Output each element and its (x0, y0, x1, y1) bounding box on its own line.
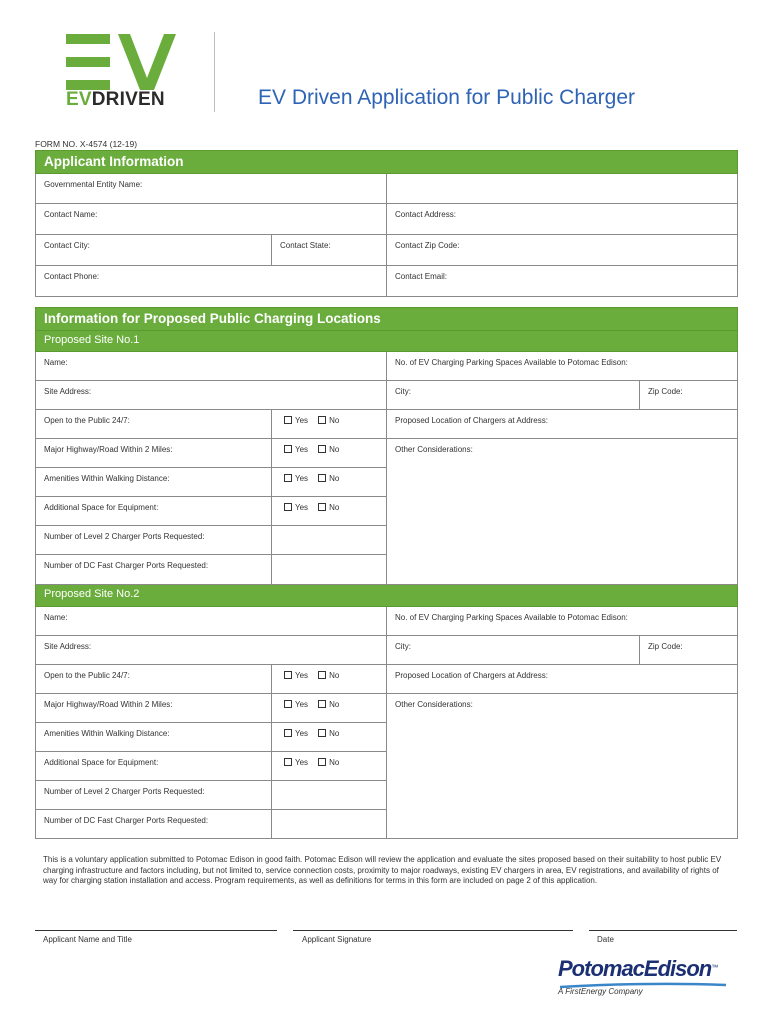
site1-amenities-label: Amenities Within Walking Distance: (36, 468, 272, 497)
site2-amenities-no-checkbox[interactable] (318, 729, 326, 737)
charging-locations-table (35, 307, 738, 839)
contact-email-field[interactable]: Contact Email: (387, 266, 738, 297)
site1-spaces-field[interactable]: No. of EV Charging Parking Spaces Available to Potomac Edison: (387, 352, 738, 381)
site2-spaces-field[interactable]: No. of EV Charging Parking Spaces Available to Potomac Edison: (387, 607, 738, 636)
site2-level2-field[interactable] (272, 781, 387, 810)
potomac-edison-logo (558, 956, 728, 996)
contact-phone-field[interactable]: Contact Phone: (36, 266, 387, 297)
site2-zip-field[interactable]: Zip Code: (640, 636, 738, 665)
date-line[interactable] (589, 930, 737, 931)
site1-space-yes-checkbox[interactable] (284, 503, 292, 511)
site1-space-options: Yes No (272, 497, 387, 526)
site1-open-yes-checkbox[interactable] (284, 416, 292, 424)
trademark-symbol: ™ (711, 964, 719, 972)
site2-city-field[interactable]: City: (387, 636, 640, 665)
ev-logo-mark (66, 34, 178, 92)
site1-highway-options: Yes No (272, 439, 387, 468)
locations-section-header: Information for Proposed Public Charging Locations (36, 308, 738, 331)
contact-state-field[interactable]: Contact State: (272, 235, 387, 266)
site2-highway-yes-checkbox[interactable] (284, 700, 292, 708)
site1-highway-no-checkbox[interactable] (318, 445, 326, 453)
site2-open-no-checkbox[interactable] (318, 671, 326, 679)
entity-name-field[interactable] (387, 174, 738, 204)
site2-amenities-options: Yes No (272, 723, 387, 752)
contact-city-field[interactable]: Contact City: (36, 235, 272, 266)
site2-dcfast-label: Number of DC Fast Charger Ports Requested: (36, 810, 272, 839)
site2-dcfast-field[interactable] (272, 810, 387, 839)
site1-level2-field[interactable] (272, 526, 387, 555)
entity-name-label: Governmental Entity Name: (36, 174, 387, 204)
site2-highway-no-checkbox[interactable] (318, 700, 326, 708)
site2-highway-label: Major Highway/Road Within 2 Miles: (36, 694, 272, 723)
site1-address-field[interactable]: Site Address: (36, 381, 387, 410)
applicant-signature-line[interactable] (293, 930, 573, 931)
site1-highway-yes-checkbox[interactable] (284, 445, 292, 453)
site1-open-options: Yes No (272, 410, 387, 439)
site1-city-field[interactable]: City: (387, 381, 640, 410)
site2-open-yes-checkbox[interactable] (284, 671, 292, 679)
site1-open-no-checkbox[interactable] (318, 416, 326, 424)
site2-amenities-yes-checkbox[interactable] (284, 729, 292, 737)
site2-proposed-location-field[interactable]: Proposed Location of Chargers at Address: (387, 665, 738, 694)
site1-level2-label: Number of Level 2 Charger Ports Requested: (36, 526, 272, 555)
page-title: EV Driven Application for Public Charger (258, 86, 636, 109)
brand-tagline: A FirstEnergy Company (558, 987, 643, 996)
site1-dcfast-field[interactable] (272, 555, 387, 585)
site2-highway-options: Yes No (272, 694, 387, 723)
site2-space-options: Yes No (272, 752, 387, 781)
site1-highway-label: Major Highway/Road Within 2 Miles: (36, 439, 272, 468)
site2-level2-label: Number of Level 2 Charger Ports Requested: (36, 781, 272, 810)
site1-proposed-location-field[interactable]: Proposed Location of Chargers at Address: (387, 410, 738, 439)
header-divider (214, 32, 215, 112)
site2-space-no-checkbox[interactable] (318, 758, 326, 766)
site2-open-options: Yes No (272, 665, 387, 694)
date-label: Date (597, 935, 614, 944)
disclaimer-text: This is a voluntary application submitted to Potomac Edison in good faith. Potomac Edison will review the application and evaluate the sites proposed based on their suitability to host public EV charging infrastructure and factors including, but not limited to, service connection costs, proximity to major roadways, existing EV chargers in area, EV registrations, and availability of rights of way for charging station installation and access. Program requirements, as well as definitions for terms in this form are included on page 2 of this application. (43, 855, 722, 886)
site2-other-considerations-field[interactable]: Other Considerations: (387, 694, 738, 839)
site1-amenities-yes-checkbox[interactable] (284, 474, 292, 482)
site2-amenities-label: Amenities Within Walking Distance: (36, 723, 272, 752)
site2-space-label: Additional Space for Equipment: (36, 752, 272, 781)
contact-zip-field[interactable]: Contact Zip Code: (387, 235, 738, 266)
site1-other-considerations-field[interactable]: Other Considerations: (387, 439, 738, 585)
site1-space-label: Additional Space for Equipment: (36, 497, 272, 526)
site2-header: Proposed Site No.2 (36, 585, 738, 607)
applicant-name-title-label: Applicant Name and Title (43, 935, 132, 944)
contact-address-field[interactable]: Contact Address: (387, 204, 738, 235)
applicant-name-line[interactable] (35, 930, 277, 931)
brand-name: PotomacEdison (558, 956, 712, 981)
site2-address-field[interactable]: Site Address: (36, 636, 387, 665)
applicant-information-table (35, 150, 738, 297)
site1-dcfast-label: Number of DC Fast Charger Ports Requested: (36, 555, 272, 585)
site1-zip-field[interactable]: Zip Code: (640, 381, 738, 410)
site1-amenities-no-checkbox[interactable] (318, 474, 326, 482)
site2-name-field[interactable]: Name: (36, 607, 387, 636)
applicant-section-header: Applicant Information (36, 151, 738, 174)
contact-name-field[interactable]: Contact Name: (36, 204, 387, 235)
applicant-signature-label: Applicant Signature (302, 935, 372, 944)
form-number: FORM NO. X-4574 (12-19) (35, 139, 138, 149)
ev-driven-logo-text: EVDRIVEN (66, 89, 165, 110)
site2-space-yes-checkbox[interactable] (284, 758, 292, 766)
site1-name-field[interactable]: Name: (36, 352, 387, 381)
site1-header: Proposed Site No.1 (36, 331, 738, 352)
site1-amenities-options: Yes No (272, 468, 387, 497)
site1-space-no-checkbox[interactable] (318, 503, 326, 511)
site2-open-label: Open to the Public 24/7: (36, 665, 272, 694)
site1-open-label: Open to the Public 24/7: (36, 410, 272, 439)
